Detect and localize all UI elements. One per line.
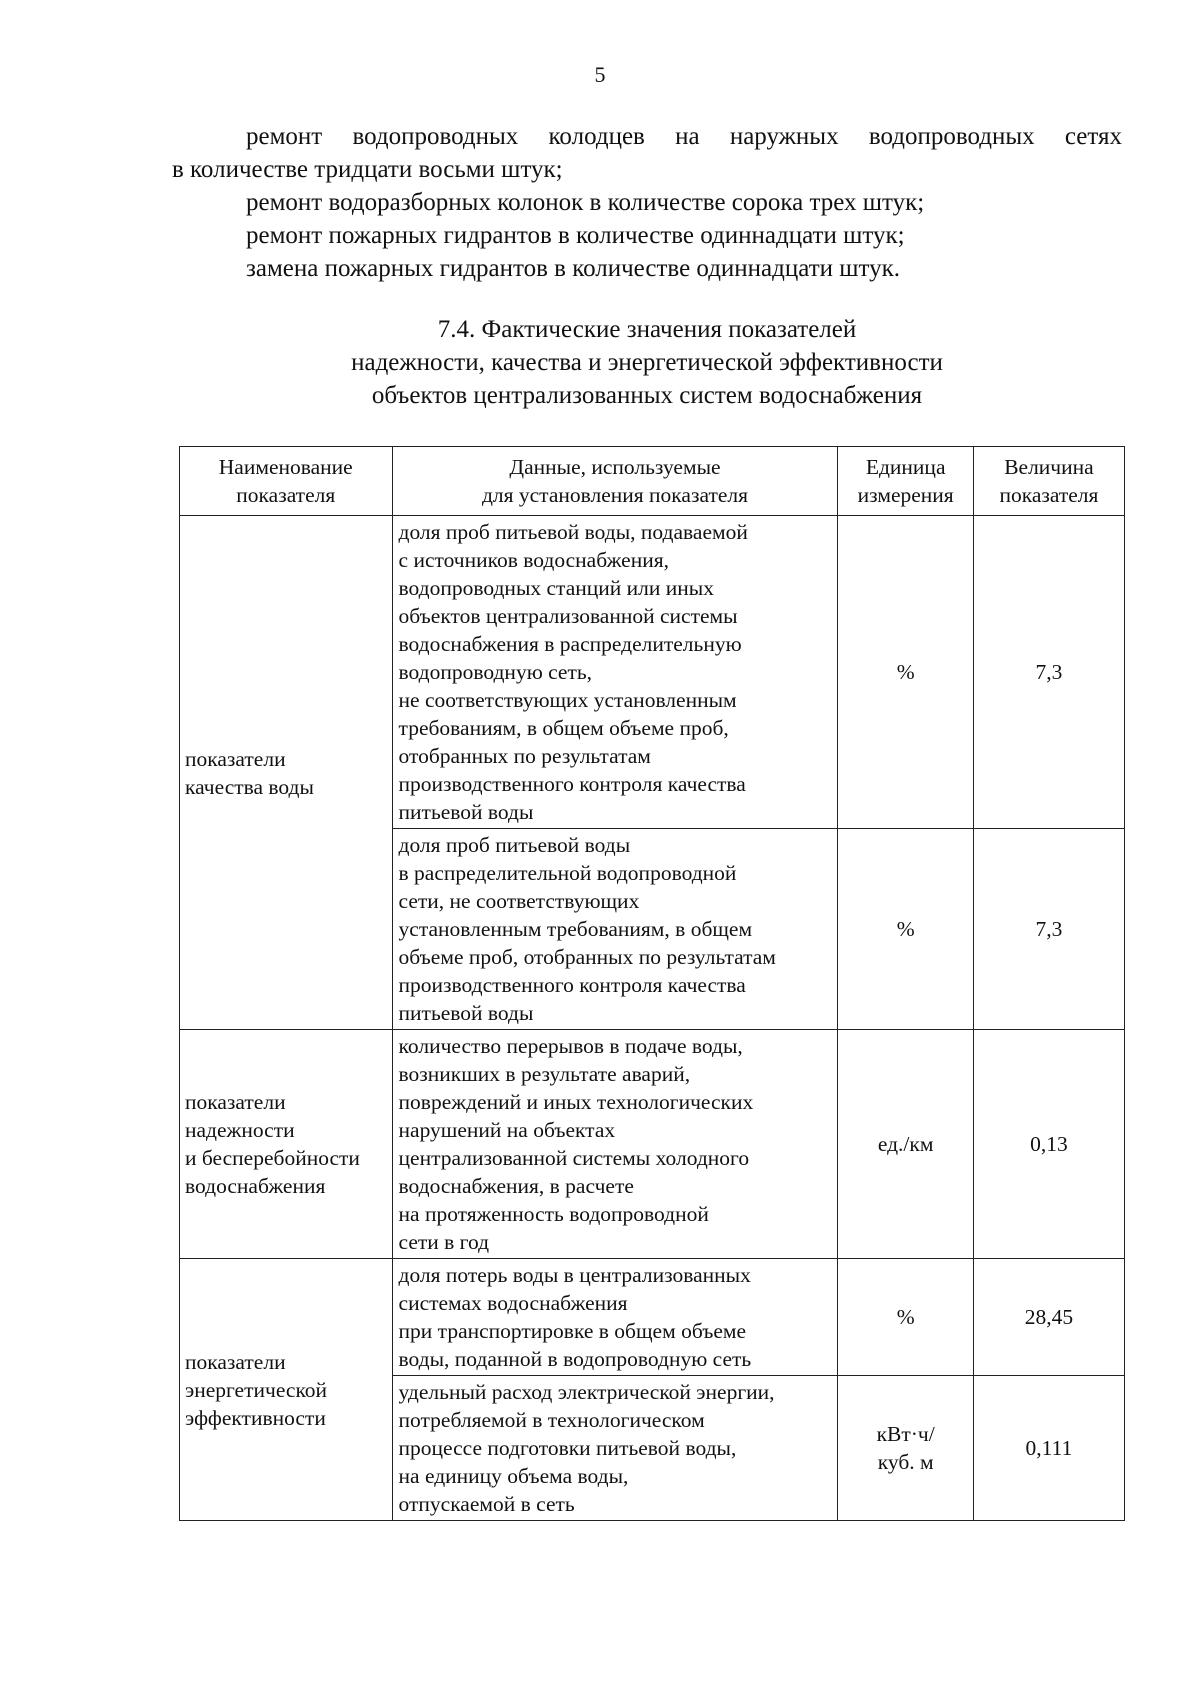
unit-line: куб. м: [877, 1450, 934, 1474]
indicator-name-cell: [180, 516, 393, 1030]
value-cell: 7,3: [973, 829, 1124, 1030]
indicator-description-line: количество перерывов в подаче воды,: [398, 1034, 743, 1058]
indicator-description-line: при транспортировке в общем объеме: [398, 1319, 747, 1343]
indicator-description-line: возникших в результате аварий,: [398, 1062, 691, 1086]
section-heading: [172, 313, 1122, 412]
section-heading-line-2: надежности, качества и энергетической эффективности: [351, 349, 943, 376]
indicator-description-cell: [392, 1259, 838, 1376]
page-number: 5: [594, 62, 606, 87]
intro-line-5: замена пожарных гидрантов в количестве одиннадцати штук.: [246, 255, 900, 282]
unit-line: %: [896, 660, 915, 684]
header-value: Величина показателя: [973, 447, 1124, 516]
table-header-row: [180, 447, 1125, 516]
indicator-description-line: доля проб питьевой воды: [398, 833, 631, 857]
intro-line-1: ремонт водопроводных колодцев на наружных водопроводных сетях: [246, 123, 1122, 150]
indicator-name-line: показатели: [185, 1349, 286, 1374]
indicator-description-line: системах водоснабжения: [398, 1291, 628, 1315]
unit-cell: [838, 1030, 973, 1259]
indicator-name-cell: [180, 1259, 393, 1521]
unit-cell: [838, 1376, 973, 1521]
indicator-name-line: водоснабжения: [185, 1174, 326, 1198]
indicator-description-cell: [392, 516, 838, 829]
header-name: Наименование показателя: [180, 447, 393, 516]
indicator-name-line: эффективности: [185, 1405, 326, 1430]
indicator-description-cell: [392, 829, 838, 1030]
indicator-description-line: отобранных по результатам: [398, 744, 651, 768]
indicator-description-line: повреждений и иных технологических: [398, 1090, 754, 1114]
indicator-description-cell: [392, 1376, 838, 1521]
unit-line: ед./км: [877, 1132, 934, 1156]
indicator-description-line: водопроводную сеть,: [398, 660, 593, 684]
indicator-description-line: водоснабжения в распределительную: [398, 632, 742, 656]
unit-line: %: [896, 917, 915, 941]
indicator-description-line: воды, поданной в водопроводную сеть: [398, 1347, 752, 1371]
indicator-description-line: потребляемой в технологическом: [398, 1408, 705, 1432]
unit-line: кВт·ч/: [876, 1422, 935, 1446]
indicator-name-line: качества воды: [185, 774, 314, 799]
unit-line: %: [896, 1305, 915, 1329]
intro-line-3: ремонт водоразборных колонок в количестве сорока трех штук;: [246, 189, 925, 216]
indicator-name-line: энергетической: [185, 1377, 328, 1402]
indicator-description-line: удельный расход электрической энергии,: [398, 1380, 775, 1404]
indicator-description-line: питьевой воды: [398, 800, 534, 824]
unit-cell: [838, 1259, 973, 1376]
intro-list: [172, 120, 1122, 285]
unit-cell: [838, 829, 973, 1030]
section-heading-line-1: 7.4. Фактические значения показателей: [437, 316, 857, 343]
value-cell: 0,13: [973, 1030, 1124, 1259]
indicator-description-line: в распределительной водопроводной: [398, 861, 737, 885]
indicator-description-line: водоснабжения, в расчете: [398, 1174, 634, 1198]
indicator-description-line: производственного контроля качества: [398, 772, 746, 796]
table-body: [180, 516, 1125, 1521]
intro-line-2: в количестве тридцати восьми штук;: [172, 156, 563, 183]
value-cell: 0,111: [973, 1376, 1124, 1521]
value-cell: 7,3: [973, 516, 1124, 829]
indicator-description-line: не соответствующих установленным: [398, 688, 737, 712]
indicator-description-line: объеме проб, отобранных по результатам: [398, 945, 776, 969]
indicators-table: [179, 446, 1125, 1521]
indicator-description-cell: [392, 1030, 838, 1259]
indicator-description-line: водопроводных станций или иных: [398, 576, 714, 600]
indicator-description-line: сети, не соответствующих: [398, 889, 640, 913]
indicator-name-line: показатели: [185, 1090, 286, 1114]
indicator-description-line: сети в год: [398, 1230, 490, 1254]
indicator-description-line: на протяженность водопроводной: [398, 1202, 709, 1226]
indicator-name-line: надежности: [185, 1118, 295, 1142]
section-heading-line-3: объектов централизованных систем водоснабжения: [371, 382, 923, 409]
indicator-description-line: питьевой воды: [398, 1001, 534, 1025]
indicator-description-line: отпускаемой в сеть: [398, 1492, 575, 1516]
indicator-description-line: централизованной системы холодного: [398, 1146, 750, 1170]
indicator-description-line: производственного контроля качества: [398, 973, 746, 997]
indicator-description-line: объектов централизованной системы: [398, 604, 738, 628]
table-row: [180, 1259, 1125, 1376]
indicator-name-line: и бесперебойности: [185, 1146, 360, 1170]
header-unit: Единица измерения: [838, 447, 973, 516]
unit-cell: [838, 516, 973, 829]
value-cell: 28,45: [973, 1259, 1124, 1376]
indicator-description-line: с источников водоснабжения,: [398, 548, 670, 572]
indicator-name-cell: [180, 1030, 393, 1259]
header-data: Данные, используемые для установления показателя: [392, 447, 838, 516]
intro-line-4: ремонт пожарных гидрантов в количестве одиннадцати штук;: [246, 222, 905, 249]
indicator-description-line: доля проб питьевой воды, подаваемой: [398, 520, 748, 544]
indicator-name-line: показатели: [185, 746, 286, 771]
indicator-description-line: на единицу объема воды,: [398, 1464, 629, 1488]
table-row: [180, 516, 1125, 829]
indicator-description-line: доля потерь воды в централизованных: [398, 1263, 751, 1287]
indicator-description-line: процессе подготовки питьевой воды,: [398, 1436, 737, 1460]
table-row: [180, 1030, 1125, 1259]
indicator-description-line: требованиям, в общем объеме проб,: [398, 716, 729, 740]
indicator-description-line: нарушений на объектах: [398, 1118, 616, 1142]
indicator-description-line: установленным требованиям, в общем: [398, 917, 753, 941]
